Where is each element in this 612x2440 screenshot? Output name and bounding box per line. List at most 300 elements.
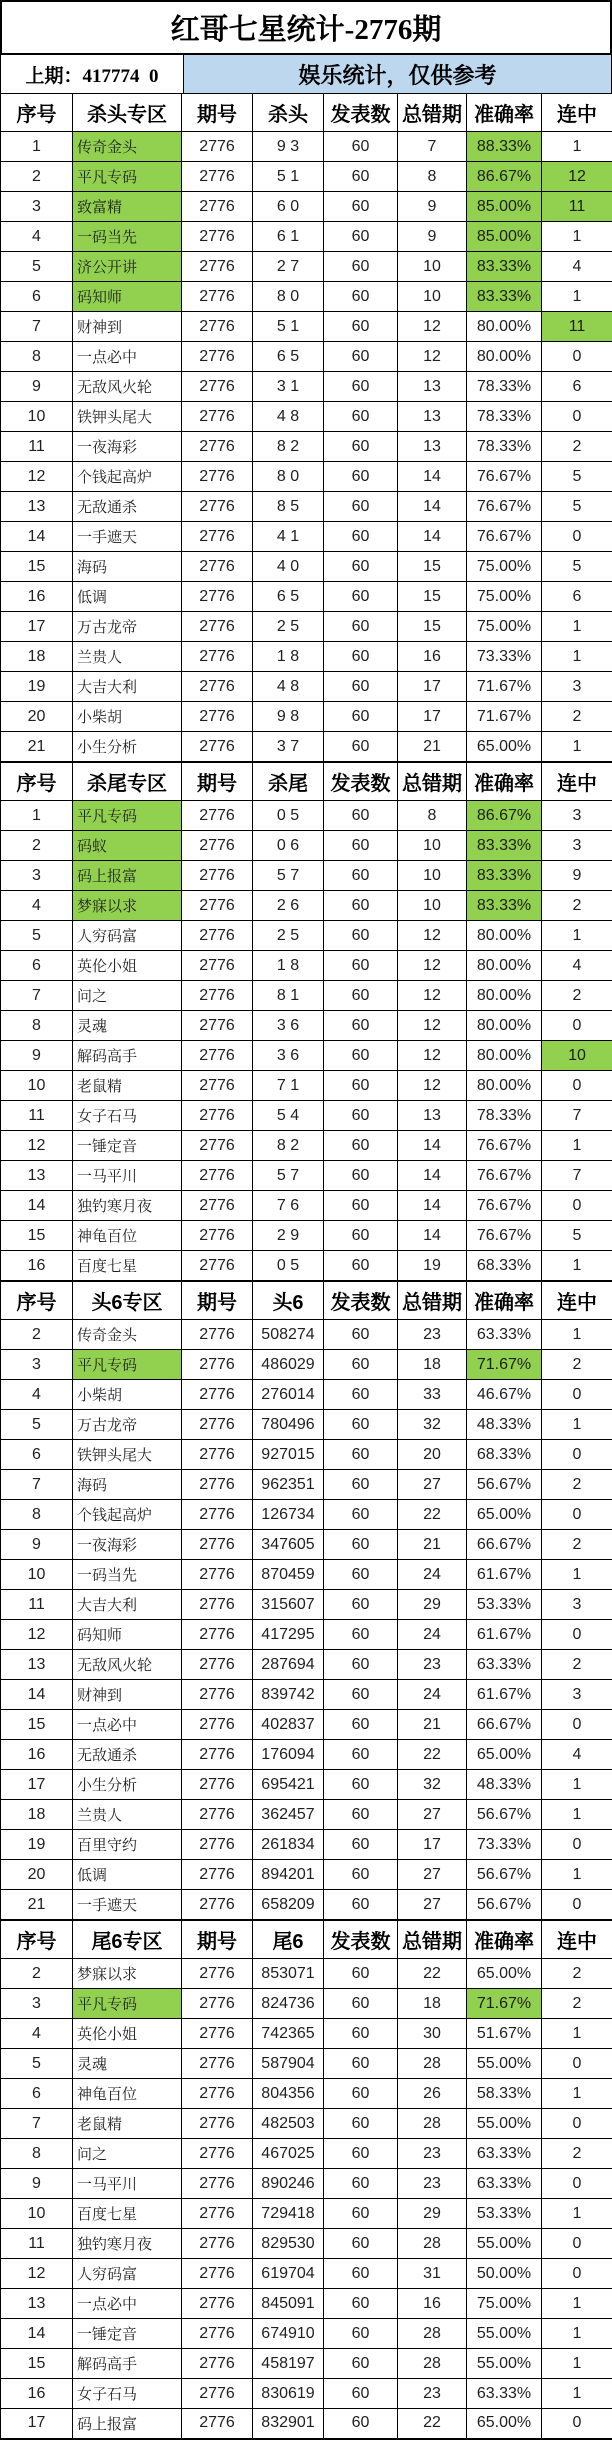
streak-cell: 1 (542, 1560, 612, 1590)
row-index-cell: 11 (1, 1101, 73, 1131)
total-error-cell: 9 (398, 192, 467, 222)
value-cell: 5 1 (253, 312, 324, 342)
value-cell: 830619 (253, 2379, 324, 2409)
row-index-cell: 21 (1, 1890, 73, 1920)
zone-name-cell: 一马平川 (73, 1161, 182, 1191)
zone-name-cell: 英伦小姐 (73, 2019, 182, 2049)
zone-name-cell: 解码高手 (73, 2349, 182, 2379)
value-cell: 8 2 (253, 432, 324, 462)
column-header-7: 准确率 (467, 763, 542, 801)
issue-cell: 2776 (182, 642, 253, 672)
publish-count-cell: 60 (324, 2199, 398, 2229)
row-index-cell: 6 (1, 951, 73, 981)
issue-cell: 2776 (182, 1800, 253, 1830)
streak-cell: 4 (542, 951, 612, 981)
streak-cell: 0 (542, 1440, 612, 1470)
streak-cell: 2 (542, 1650, 612, 1680)
streak-cell: 11 (542, 192, 612, 222)
row-index-cell: 5 (1, 2049, 73, 2079)
column-header-4: 杀尾 (253, 763, 324, 801)
accuracy-cell: 83.33% (467, 831, 542, 861)
value-cell: 3 6 (253, 1041, 324, 1071)
column-header-6: 总错期 (398, 94, 467, 132)
publish-count-cell: 60 (324, 1071, 398, 1101)
zone-name-cell: 神龟百位 (73, 1221, 182, 1251)
zone-name-cell: 平凡专码 (73, 1350, 182, 1380)
zone-name-cell: 个钱起高炉 (73, 1500, 182, 1530)
table-row (1, 1161, 612, 1191)
issue-cell: 2776 (182, 1470, 253, 1500)
issue-cell: 2776 (182, 1440, 253, 1470)
column-header-5: 发表数 (324, 1921, 398, 1959)
accuracy-cell: 65.00% (467, 2409, 542, 2439)
total-error-cell: 14 (398, 462, 467, 492)
table-row (1, 462, 612, 492)
publish-count-cell: 60 (324, 672, 398, 702)
total-error-cell: 27 (398, 1470, 467, 1500)
column-header-4: 杀头 (253, 94, 324, 132)
table-row (1, 1131, 612, 1161)
accuracy-cell: 88.33% (467, 132, 542, 162)
table-row (1, 1680, 612, 1710)
row-index-cell: 10 (1, 1071, 73, 1101)
zone-name-cell: 码蚁 (73, 831, 182, 861)
row-index-cell: 15 (1, 2349, 73, 2379)
zone-name-cell: 一点必中 (73, 342, 182, 372)
row-index-cell: 5 (1, 1410, 73, 1440)
publish-count-cell: 60 (324, 1890, 398, 1920)
value-cell: 9 3 (253, 132, 324, 162)
streak-cell: 5 (542, 492, 612, 522)
table-row (1, 1890, 612, 1920)
accuracy-cell: 80.00% (467, 342, 542, 372)
publish-count-cell: 60 (324, 891, 398, 921)
column-header-8: 连中 (542, 1282, 612, 1320)
streak-cell: 0 (542, 1890, 612, 1920)
streak-cell: 3 (542, 801, 612, 831)
accuracy-cell: 83.33% (467, 861, 542, 891)
accuracy-cell: 61.67% (467, 1620, 542, 1650)
issue-cell: 2776 (182, 2379, 253, 2409)
issue-cell: 2776 (182, 1890, 253, 1920)
column-header-6: 总错期 (398, 1921, 467, 1959)
value-cell: 261834 (253, 1830, 324, 1860)
total-error-cell: 18 (398, 1350, 467, 1380)
publish-count-cell: 60 (324, 192, 398, 222)
issue-cell: 2776 (182, 2139, 253, 2169)
table-row (1, 2259, 612, 2289)
streak-cell: 4 (542, 1740, 612, 1770)
accuracy-cell: 63.33% (467, 2379, 542, 2409)
accuracy-cell: 76.67% (467, 1161, 542, 1191)
row-index-cell: 18 (1, 1800, 73, 1830)
publish-count-cell: 60 (324, 702, 398, 732)
streak-cell: 0 (542, 342, 612, 372)
total-error-cell: 28 (398, 2109, 467, 2139)
issue-cell: 2776 (182, 132, 253, 162)
accuracy-cell: 80.00% (467, 312, 542, 342)
table-row (1, 951, 612, 981)
issue-cell: 2776 (182, 1191, 253, 1221)
value-cell: 347605 (253, 1530, 324, 1560)
total-error-cell: 27 (398, 1800, 467, 1830)
issue-cell: 2776 (182, 2229, 253, 2259)
row-index-cell: 13 (1, 1161, 73, 1191)
total-error-cell: 7 (398, 132, 467, 162)
publish-count-cell: 60 (324, 951, 398, 981)
row-index-cell: 10 (1, 1560, 73, 1590)
zone-name-cell: 梦寐以求 (73, 891, 182, 921)
column-header-1: 序号 (1, 1921, 73, 1959)
publish-count-cell: 60 (324, 522, 398, 552)
zone-name-cell: 人穷码富 (73, 2259, 182, 2289)
streak-cell: 2 (542, 1530, 612, 1560)
zone-name-cell: 码知师 (73, 282, 182, 312)
accuracy-cell: 80.00% (467, 951, 542, 981)
issue-cell: 2776 (182, 192, 253, 222)
zone-name-cell: 大吉大利 (73, 1590, 182, 1620)
table-row (1, 342, 612, 372)
issue-cell: 2776 (182, 2169, 253, 2199)
zone-name-cell: 小柴胡 (73, 702, 182, 732)
table-row (1, 1011, 612, 1041)
accuracy-cell: 85.00% (467, 192, 542, 222)
value-cell: 467025 (253, 2139, 324, 2169)
accuracy-cell: 83.33% (467, 891, 542, 921)
accuracy-cell: 65.00% (467, 1959, 542, 1989)
streak-cell: 2 (542, 2139, 612, 2169)
table-row (1, 1590, 612, 1620)
value-cell: 824736 (253, 1989, 324, 2019)
row-index-cell: 7 (1, 1470, 73, 1500)
issue-cell: 2776 (182, 2289, 253, 2319)
zone-name-cell: 传奇金头 (73, 1320, 182, 1350)
streak-cell: 0 (542, 2109, 612, 2139)
column-header-7: 准确率 (467, 1282, 542, 1320)
publish-count-cell: 60 (324, 552, 398, 582)
zone-name-cell: 一锤定音 (73, 2319, 182, 2349)
issue-cell: 2776 (182, 2349, 253, 2379)
issue-cell: 2776 (182, 1350, 253, 1380)
row-index-cell: 19 (1, 1830, 73, 1860)
table-row (1, 2409, 612, 2439)
value-cell: 729418 (253, 2199, 324, 2229)
streak-cell: 5 (542, 1221, 612, 1251)
total-error-cell: 20 (398, 1440, 467, 1470)
value-cell: 7 6 (253, 1191, 324, 1221)
table-row (1, 921, 612, 951)
publish-count-cell: 60 (324, 1959, 398, 1989)
total-error-cell: 32 (398, 1770, 467, 1800)
accuracy-cell: 78.33% (467, 402, 542, 432)
accuracy-cell: 66.67% (467, 1530, 542, 1560)
zone-name-cell: 独钓寒月夜 (73, 2229, 182, 2259)
accuracy-cell: 61.67% (467, 1680, 542, 1710)
accuracy-cell: 71.67% (467, 672, 542, 702)
publish-count-cell: 60 (324, 432, 398, 462)
value-cell: 486029 (253, 1350, 324, 1380)
row-index-cell: 3 (1, 1350, 73, 1380)
issue-cell: 2776 (182, 1560, 253, 1590)
total-error-cell: 23 (398, 2169, 467, 2199)
zone-name-cell: 海码 (73, 552, 182, 582)
publish-count-cell: 60 (324, 1680, 398, 1710)
issue-cell: 2776 (182, 1989, 253, 2019)
issue-cell: 2776 (182, 1101, 253, 1131)
table-row (1, 432, 612, 462)
issue-cell: 2776 (182, 861, 253, 891)
header-row (1, 1921, 612, 1959)
accuracy-cell: 80.00% (467, 1041, 542, 1071)
table-row (1, 402, 612, 432)
value-cell: 0 5 (253, 801, 324, 831)
issue-cell: 2776 (182, 732, 253, 762)
total-error-cell: 29 (398, 2199, 467, 2229)
column-header-3: 期号 (182, 94, 253, 132)
table-row (1, 642, 612, 672)
value-cell: 8 2 (253, 1131, 324, 1161)
table-row (1, 192, 612, 222)
total-error-cell: 9 (398, 222, 467, 252)
total-error-cell: 16 (398, 2289, 467, 2319)
value-cell: 508274 (253, 1320, 324, 1350)
total-error-cell: 32 (398, 1410, 467, 1440)
zone-name-cell: 一手遮天 (73, 1890, 182, 1920)
issue-cell: 2776 (182, 1071, 253, 1101)
value-cell: 2 5 (253, 921, 324, 951)
row-index-cell: 13 (1, 2289, 73, 2319)
total-error-cell: 27 (398, 1860, 467, 1890)
zone-name-cell: 解码高手 (73, 1041, 182, 1071)
total-error-cell: 14 (398, 1191, 467, 1221)
accuracy-cell: 80.00% (467, 921, 542, 951)
zone-name-cell: 人穷码富 (73, 921, 182, 951)
value-cell: 870459 (253, 1560, 324, 1590)
accuracy-cell: 53.33% (467, 2199, 542, 2229)
total-error-cell: 13 (398, 1101, 467, 1131)
row-index-cell: 6 (1, 282, 73, 312)
accuracy-cell: 56.67% (467, 1470, 542, 1500)
row-index-cell: 7 (1, 2109, 73, 2139)
streak-cell: 1 (542, 1320, 612, 1350)
table-row (1, 2229, 612, 2259)
streak-cell: 1 (542, 132, 612, 162)
zone-name-cell: 财神到 (73, 1680, 182, 1710)
table-row (1, 1560, 612, 1590)
zone-name-cell: 海码 (73, 1470, 182, 1500)
zone-name-cell: 码上报富 (73, 2409, 182, 2439)
table-row (1, 981, 612, 1011)
publish-count-cell: 60 (324, 1740, 398, 1770)
column-header-7: 准确率 (467, 1921, 542, 1959)
row-index-cell: 16 (1, 1740, 73, 1770)
accuracy-cell: 55.00% (467, 2109, 542, 2139)
column-header-7: 准确率 (467, 94, 542, 132)
accuracy-cell: 80.00% (467, 981, 542, 1011)
issue-cell: 2776 (182, 1959, 253, 1989)
total-error-cell: 22 (398, 1740, 467, 1770)
accuracy-cell: 85.00% (467, 222, 542, 252)
issue-cell: 2776 (182, 432, 253, 462)
publish-count-cell: 60 (324, 372, 398, 402)
zone-name-cell: 老鼠精 (73, 2109, 182, 2139)
value-cell: 695421 (253, 1770, 324, 1800)
zone-name-cell: 小生分析 (73, 1770, 182, 1800)
total-error-cell: 12 (398, 312, 467, 342)
accuracy-cell: 63.33% (467, 1650, 542, 1680)
row-index-cell: 18 (1, 642, 73, 672)
accuracy-cell: 73.33% (467, 1830, 542, 1860)
publish-count-cell: 60 (324, 2289, 398, 2319)
issue-cell: 2776 (182, 1410, 253, 1440)
total-error-cell: 24 (398, 1560, 467, 1590)
issue-cell: 2776 (182, 2199, 253, 2229)
accuracy-cell: 55.00% (467, 2229, 542, 2259)
table-row (1, 831, 612, 861)
table-row (1, 282, 612, 312)
table-row (1, 2169, 612, 2199)
publish-count-cell: 60 (324, 1830, 398, 1860)
accuracy-cell: 75.00% (467, 552, 542, 582)
accuracy-cell: 48.33% (467, 1410, 542, 1440)
streak-cell: 0 (542, 1620, 612, 1650)
value-cell: 962351 (253, 1470, 324, 1500)
table-row (1, 552, 612, 582)
column-header-8: 连中 (542, 1921, 612, 1959)
row-index-cell: 17 (1, 612, 73, 642)
zone-name-cell: 小生分析 (73, 732, 182, 762)
zone-name-cell: 低调 (73, 582, 182, 612)
row-index-cell: 7 (1, 312, 73, 342)
issue-cell: 2776 (182, 1530, 253, 1560)
total-error-cell: 28 (398, 2319, 467, 2349)
row-index-cell: 5 (1, 921, 73, 951)
total-error-cell: 13 (398, 432, 467, 462)
table-row (1, 132, 612, 162)
table-row (1, 702, 612, 732)
streak-cell: 1 (542, 1251, 612, 1281)
streak-cell: 3 (542, 831, 612, 861)
zone-name-cell: 女子石马 (73, 1101, 182, 1131)
issue-cell: 2776 (182, 252, 253, 282)
row-index-cell: 4 (1, 891, 73, 921)
zone-name-cell: 铁钾头尾大 (73, 1440, 182, 1470)
publish-count-cell: 60 (324, 162, 398, 192)
zone-name-cell: 一夜海彩 (73, 1530, 182, 1560)
value-cell: 4 0 (253, 552, 324, 582)
value-cell: 2 5 (253, 612, 324, 642)
row-index-cell: 6 (1, 2079, 73, 2109)
issue-cell: 2776 (182, 1620, 253, 1650)
streak-cell: 4 (542, 252, 612, 282)
publish-count-cell: 60 (324, 462, 398, 492)
table-row (1, 1221, 612, 1251)
value-cell: 126734 (253, 1500, 324, 1530)
publish-count-cell: 60 (324, 1590, 398, 1620)
accuracy-cell: 56.67% (467, 1860, 542, 1890)
accuracy-cell: 53.33% (467, 1590, 542, 1620)
publish-count-cell: 60 (324, 801, 398, 831)
total-error-cell: 10 (398, 831, 467, 861)
accuracy-cell: 71.67% (467, 1350, 542, 1380)
header-row (1, 94, 612, 132)
accuracy-cell: 51.67% (467, 2019, 542, 2049)
value-cell: 6 0 (253, 192, 324, 222)
issue-cell: 2776 (182, 672, 253, 702)
row-index-cell: 4 (1, 2019, 73, 2049)
publish-count-cell: 60 (324, 981, 398, 1011)
total-error-cell: 10 (398, 252, 467, 282)
streak-cell: 1 (542, 282, 612, 312)
issue-cell: 2776 (182, 1860, 253, 1890)
row-index-cell: 1 (1, 132, 73, 162)
column-header-3: 期号 (182, 1921, 253, 1959)
streak-cell: 0 (542, 1500, 612, 1530)
value-cell: 3 6 (253, 1011, 324, 1041)
total-error-cell: 24 (398, 1620, 467, 1650)
issue-cell: 2776 (182, 951, 253, 981)
zone-name-cell: 码知师 (73, 1620, 182, 1650)
total-error-cell: 23 (398, 2379, 467, 2409)
publish-count-cell: 60 (324, 2319, 398, 2349)
row-index-cell: 15 (1, 1710, 73, 1740)
row-index-cell: 8 (1, 1011, 73, 1041)
streak-cell: 2 (542, 702, 612, 732)
issue-cell: 2776 (182, 1320, 253, 1350)
total-error-cell: 24 (398, 1680, 467, 1710)
total-error-cell: 21 (398, 1710, 467, 1740)
table-row (1, 1740, 612, 1770)
publish-count-cell: 60 (324, 2019, 398, 2049)
total-error-cell: 14 (398, 1161, 467, 1191)
table-row (1, 612, 612, 642)
row-index-cell: 8 (1, 342, 73, 372)
accuracy-cell: 63.33% (467, 2139, 542, 2169)
value-cell: 2 7 (253, 252, 324, 282)
streak-cell: 3 (542, 672, 612, 702)
streak-cell: 5 (542, 552, 612, 582)
value-cell: 890246 (253, 2169, 324, 2199)
table-row (1, 2079, 612, 2109)
streak-cell: 1 (542, 1770, 612, 1800)
row-index-cell: 13 (1, 1650, 73, 1680)
accuracy-cell: 65.00% (467, 732, 542, 762)
accuracy-cell: 55.00% (467, 2049, 542, 2079)
total-error-cell: 12 (398, 951, 467, 981)
row-index-cell: 9 (1, 1530, 73, 1560)
table-row (1, 861, 612, 891)
publish-count-cell: 60 (324, 1650, 398, 1680)
row-index-cell: 11 (1, 2229, 73, 2259)
accuracy-cell: 76.67% (467, 1221, 542, 1251)
row-index-cell: 12 (1, 462, 73, 492)
value-cell: 4 8 (253, 672, 324, 702)
value-cell: 832901 (253, 2409, 324, 2439)
row-index-cell: 17 (1, 2409, 73, 2439)
column-header-5: 发表数 (324, 763, 398, 801)
total-error-cell: 12 (398, 1071, 467, 1101)
issue-cell: 2776 (182, 1740, 253, 1770)
table-row (1, 672, 612, 702)
table-row (1, 1410, 612, 1440)
value-cell: 780496 (253, 1410, 324, 1440)
total-error-cell: 12 (398, 921, 467, 951)
table-row (1, 1860, 612, 1890)
accuracy-cell: 68.33% (467, 1440, 542, 1470)
zone-name-cell: 百度七星 (73, 2199, 182, 2229)
total-error-cell: 12 (398, 1011, 467, 1041)
accuracy-cell: 76.67% (467, 1131, 542, 1161)
